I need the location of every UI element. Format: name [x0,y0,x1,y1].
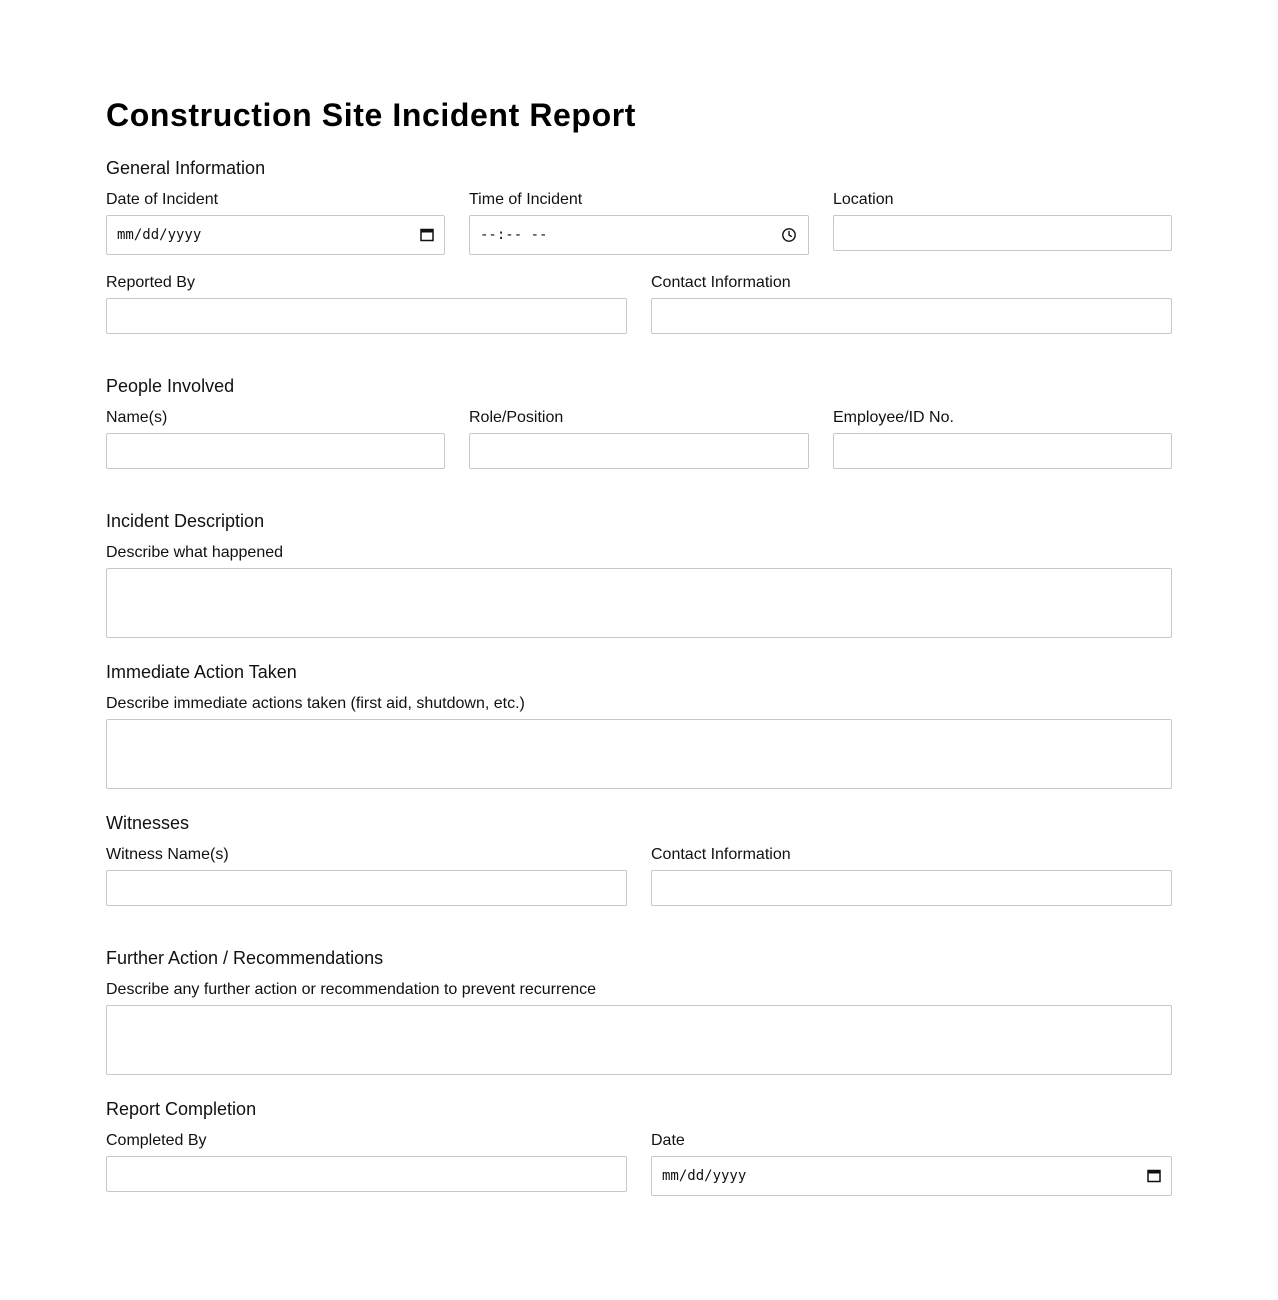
section-immediate-title: Immediate Action Taken [106,662,297,682]
time-of-incident-placeholder: --:-- -- [480,227,548,243]
names-label: Name(s) [106,409,168,426]
further-action-label: Describe any further action or recommendation to prevent recurrence [106,981,597,998]
employee-id-label: Employee/ID No. [833,409,954,426]
section-witnesses-title: Witnesses [106,813,190,833]
witness-names-label: Witness Name(s) [106,846,229,863]
completed-by-input[interactable] [106,1156,627,1192]
immediate-actions-label: Describe immediate actions taken (first aid, shutdown, etc.) [106,695,525,712]
date-of-incident-placeholder: mm/dd/yyyy [117,227,202,243]
immediate-actions-textarea[interactable] [106,719,1172,789]
reported-by-label: Reported By [106,274,195,291]
section-people-title: People Involved [106,376,235,396]
role-position-input[interactable] [469,433,809,469]
reported-by-input[interactable] [106,298,627,334]
witness-contact-label: Contact Information [651,846,791,863]
clock-icon[interactable] [780,226,798,244]
employee-id-input[interactable] [833,433,1172,469]
calendar-icon[interactable] [1145,1167,1163,1185]
location-label: Location [833,191,894,208]
page-title: Construction Site Incident Report [106,97,637,133]
location-input[interactable] [833,215,1172,251]
date-of-incident-input[interactable] [106,215,445,255]
section-completion-title: Report Completion [106,1099,257,1119]
calendar-icon[interactable] [418,226,436,244]
section-further-title: Further Action / Recommendations [106,948,384,968]
completed-by-label: Completed By [106,1132,207,1149]
names-input[interactable] [106,433,445,469]
time-of-incident-label: Time of Incident [469,191,583,208]
witness-contact-input[interactable] [651,870,1172,906]
section-description-title: Incident Description [106,511,265,531]
witness-names-input[interactable] [106,870,627,906]
time-of-incident-input[interactable] [469,215,809,255]
role-position-label: Role/Position [469,409,564,426]
contact-information-label: Contact Information [651,274,791,291]
description-textarea[interactable] [106,568,1172,638]
section-general-title: General Information [106,158,266,178]
completion-date-placeholder: mm/dd/yyyy [662,1168,747,1184]
contact-information-input[interactable] [651,298,1172,334]
completion-date-input[interactable] [651,1156,1172,1196]
description-label: Describe what happened [106,544,284,561]
completion-date-label: Date [651,1132,685,1149]
date-of-incident-label: Date of Incident [106,191,219,208]
further-action-textarea[interactable] [106,1005,1172,1075]
